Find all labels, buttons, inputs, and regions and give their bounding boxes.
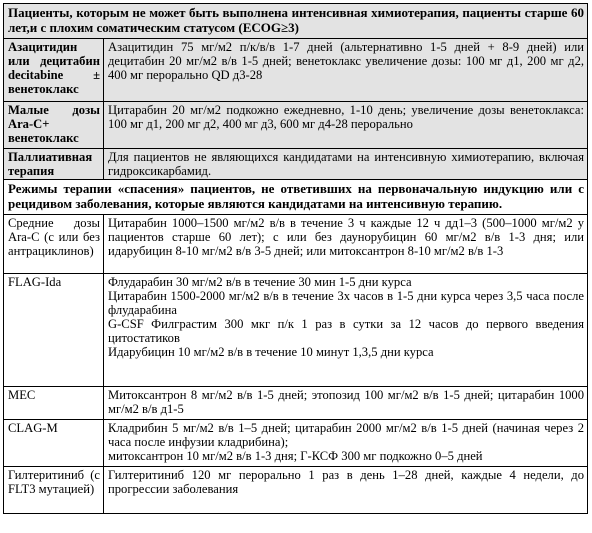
regimen-line: Идарубицин 10 мг/м2 в/в в течение 10 минут 1,3,5 дни курса: [108, 345, 434, 359]
regimen-line: Цитарабин 1000–1500 мг/м2 в/в в течение 3 ч каждые 12 ч дд1–3 (500–1000 мг/м2 у пациентов старше 60 лет); с или без даунорубицин 60 мг/м2 в/в 1-3 дня; или идарубицин 8-10 мг/м2 в/в 3-5 дней; или митоксантрон 8-10 мг/м2 в/в 1-3: [108, 216, 585, 258]
regimen-line: Гилтеритиниб 120 мг перорально 1 раз в день 1–28 дней, каждые 4 недели, до прогрессии заболевания: [108, 468, 585, 496]
regimen-name: МЕС: [4, 387, 104, 420]
table-row: [4, 39, 588, 102]
regimen-description: [104, 215, 588, 274]
section1-header-row: [4, 4, 588, 39]
table-row: [4, 387, 588, 420]
regimen-line: Кладрибин 5 мг/м2 в/в 1–5 дней; цитарабин 2000 мг/м2 в/в 1-5 дней (начиная через 2 часа после инфузии кладрибина);: [108, 421, 585, 449]
regimen-line: Цитарабин 1500-2000 мг/м2 в/в в течение 3х часов в 1-5 дни курса через 3,5 часа после флударабина: [108, 289, 585, 317]
regimen-description: [104, 467, 588, 514]
section2-header-row: [4, 180, 588, 215]
table-row: [4, 274, 588, 387]
regimen-line: митоксантрон 10 мг/м2 в/в 1-3 дня; Г-КСФ 300 мг подкожно 0–5 дней: [108, 449, 483, 463]
section2-header: Режимы терапии «спасения» пациентов, не ответивших на первоначальную индукцию или с рецидивом заболевания, которые являются кандидатами на интенсивную терапию.: [4, 180, 588, 215]
regimen-description: Для пациентов не являющихся кандидатами на интенсивную химиотерапию, включая гидроксикарбамид.: [104, 149, 588, 180]
section1-header: Пациенты, которым не может быть выполнена интенсивная химиотерапия, пациенты старше 60 лет,и с плохим соматическим статусом (ECOG≥3): [4, 4, 588, 39]
regimen-description: Азацитидин 75 мг/м2 п/к/в/в 1-7 дней (альтернативно 1-5 дней + 8-9 дней) или децитабин 20 мг/м2 в/в 1-5 дней; венетоклакс увеличение дозы: 100 мг д1, 200 мг д2, 400 мг перорально QD д3-28: [104, 39, 588, 102]
regimen-line: Флударабин 30 мг/м2 в/в в течение 30 мин 1-5 дни курса: [108, 275, 412, 289]
table-row: [4, 420, 588, 467]
table-row: [4, 215, 588, 274]
regimen-name: Средние дозы Ara-C (с или без антрациклинов): [4, 215, 104, 274]
regimen-name: Гилтеритиниб (с FLT3 мутацией): [4, 467, 104, 514]
regimen-name: Паллиативная терапия: [4, 149, 104, 180]
table-row: [4, 149, 588, 180]
treatment-regimens-table: [3, 3, 588, 514]
regimen-name: FLAG-Ida: [4, 274, 104, 387]
regimen-description: [104, 387, 588, 420]
regimen-description: [104, 274, 588, 387]
regimen-name: Малые дозы Ara-C+ венетоклакс: [4, 102, 104, 149]
regimen-line: Митоксантрон 8 мг/м2 в/в 1-5 дней; этопозид 100 мг/м2 в/в 1-5 дней; цитарабин 1000 мг/м2 в/в д1-5: [108, 388, 585, 416]
regimen-name: CLAG-M: [4, 420, 104, 467]
table-row: [4, 102, 588, 149]
regimen-name: Азацитидин или децитабин decitabine ± венетоклакс: [4, 39, 104, 102]
table-row: [4, 467, 588, 514]
regimen-line: G-CSF Филграстим 300 мкг п/к 1 раз в сутки за 12 часов до первого введения цитостатиков: [108, 317, 585, 345]
regimen-description: Цитарабин 20 мг/м2 подкожно ежедневно, 1-10 день; увеличение дозы венетоклакса: 100 мг д1, 200 мг д2, 400 мг д3, 600 мг д4-28 перорально: [104, 102, 588, 149]
regimen-description: [104, 420, 588, 467]
